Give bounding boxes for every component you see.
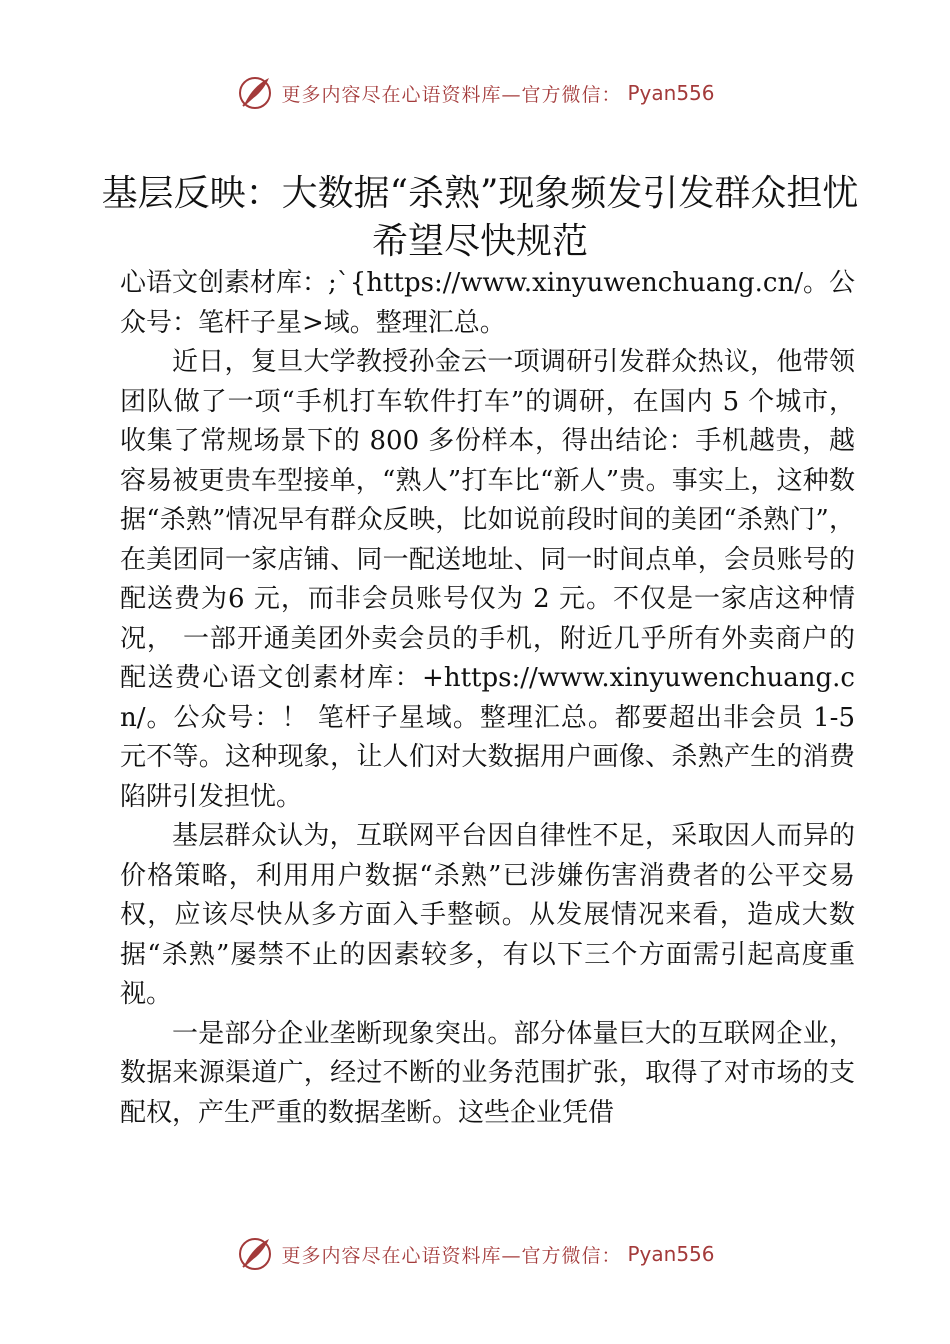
header-banner <box>0 71 950 115</box>
document-body <box>120 264 855 1133</box>
paragraph-1: 近日，复旦大学教授孙金云一项调研引发群众热议，他带领团队做了一项“手机打车软件打车”的调研，在国内 5 个城市，收集了常规场景下的 800 多份样本，得出结论：手机越贵，越容易被更贵车型接单，“熟人”打车比“新人”贵。事实上，这种数据“杀熟”情况早有群众反映，比如说前段时间的美团“杀熟门”，在美团同一家店铺、同一配送地址、同一时间点单，会员账号的配送费为6 元，而非会员账号仅为 2 元。不仅是一家店这种情况， 一部开通美团外卖会员的手机，附近几乎所有外卖商户的配送费心语文创素材库：+https://www.xinyuwenchuang.cn/。公众号：！ 笔杆子星域。整理汇总。都要超出非会员 1-5 元不等。这种现象，让人们对大数据用户画像、杀熟产生的消费陷阱引发担忧。 <box>120 347 855 812</box>
banner-wechat-id: Pyan556 <box>627 1242 715 1266</box>
banner-text: 更多内容尽在心语资料库—官方微信： <box>281 1244 622 1267</box>
quill-circle-logo-icon <box>235 73 275 113</box>
document-title: 基层反映：大数据“杀熟”现象频发引发群众担忧 希望尽快规范 <box>101 173 859 262</box>
paragraph-3: 一是部分企业垄断现象突出。部分体量巨大的互联网企业，数据来源渠道广，经过不断的业务范围扩张，取得了对市场的支配权，产生严重的数据垄断。这些企业凭借 <box>120 1018 855 1128</box>
footer-banner <box>0 1232 950 1276</box>
quill-circle-logo-icon <box>235 1234 275 1274</box>
banner-wechat-id: Pyan556 <box>627 81 715 105</box>
paragraph-2: 基层群众认为，互联网平台因自律性不足，采取因人而异的价格策略，利用用户数据“杀熟”已涉嫌伤害消费者的公平交易权，应该尽快从多方面入手整顿。从发展情况来看，造成大数据“杀熟”屡禁不止的因素较多，有以下三个方面需引起高度重视。 <box>120 821 855 1009</box>
source-line: 心语文创素材库：;`{https://www.xinyuwenchuang.cn/。公众号：笔杆子星>域。整理汇总。 <box>120 268 855 338</box>
banner-text: 更多内容尽在心语资料库—官方微信： <box>281 83 622 106</box>
